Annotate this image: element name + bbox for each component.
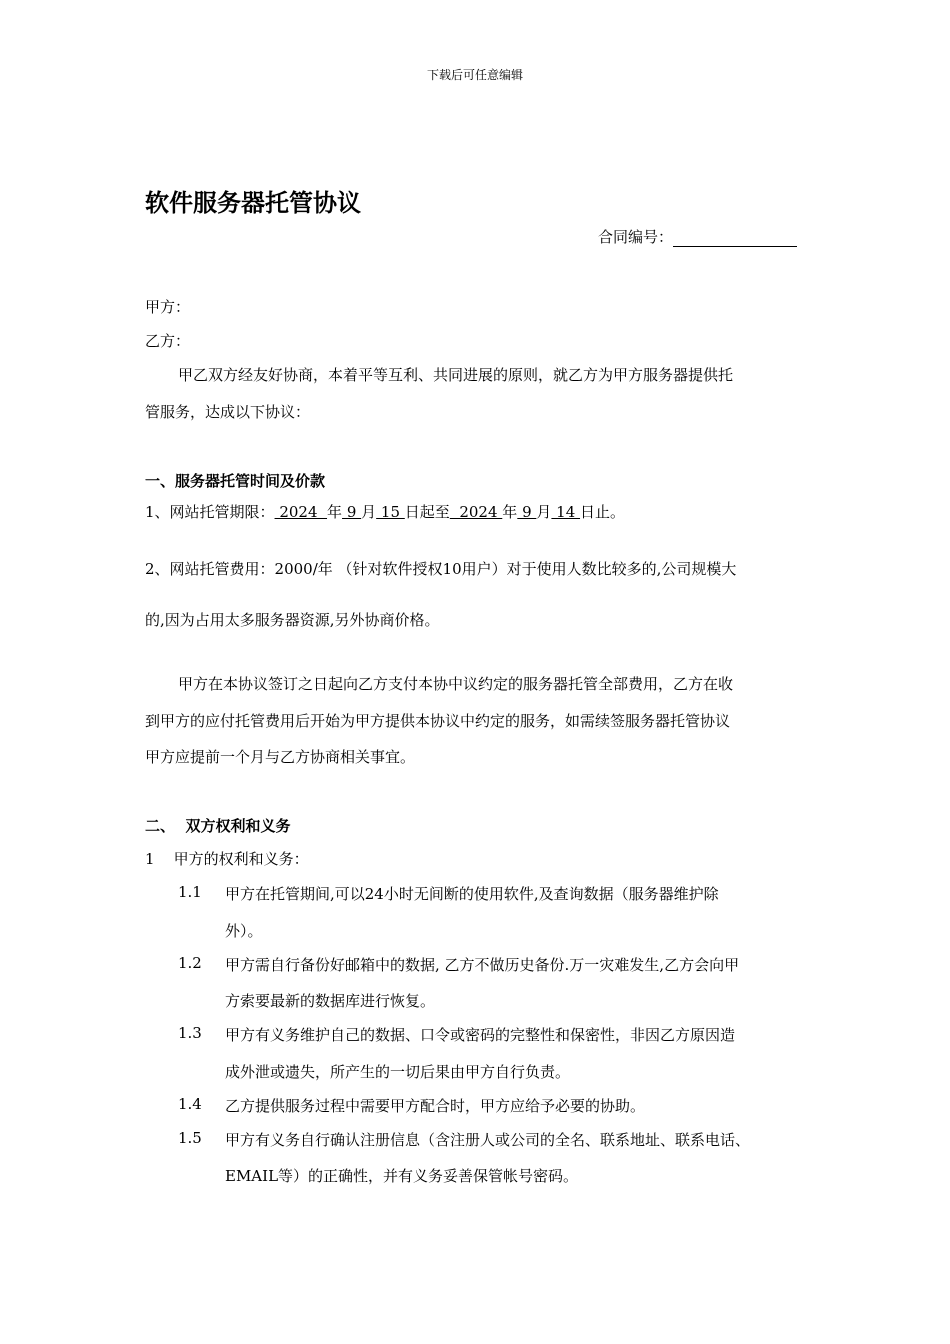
payment-line: 甲方在本协议签订之日起向乙方支付本协中议约定的服务器托管全部费用，乙方在收 [178,675,734,693]
term-year-label: 年 [327,503,343,521]
term-month-label: 月 [361,503,377,521]
clause-number: 1.1 [178,883,202,901]
intro-line: 管服务，达成以下协议： [145,403,311,421]
term-mid: 日起至 [404,503,450,521]
clause-text: EMAIL等）的正确性，并有义务妥善保管帐号密码。 [225,1167,579,1185]
term-end-year: 2024 [449,503,503,521]
party-b: 乙方： [145,332,191,350]
clause-text: 甲方有义务自行确认注册信息（含注册人或公司的全名、联系地址、联系电话、 [225,1131,751,1149]
clause-text: 成外泄或遗失，所产生的一切后果由甲方自行负责。 [225,1063,571,1081]
clause-number: 1.4 [178,1095,202,1113]
party-a-rights-heading: 1 甲方的权利和义务： [145,850,309,868]
hosting-term [145,501,625,522]
contract-number-blank [673,229,797,247]
term-month-label: 月 [536,503,552,521]
clause-text: 方索要最新的数据库进行恢复。 [225,992,436,1010]
term-start-month: 9 [342,503,362,521]
clause-text: 乙方提供服务过程中需要甲方配合时，甲方应给予必要的协助。 [225,1097,646,1115]
clause-text: 外）。 [225,922,263,940]
term-year-label: 年 [502,503,518,521]
fee-line: 的,因为占用太多服务器资源,另外协商价格。 [145,611,440,629]
fee-line: 2、网站托管费用：2000/年 （针对软件授权10用户）对于使用人数比较多的,公司规模大 [145,560,737,578]
clause-number: 1.3 [178,1024,202,1042]
section-2-title: 二、 双方权利和义务 [145,817,291,835]
clause-text: 甲方有义务维护自己的数据、口令或密码的完整性和保密性，非因乙方原因造 [225,1026,736,1044]
term-suffix: 日止。 [580,503,626,521]
section-1-title: 一、服务器托管时间及价款 [145,472,326,490]
payment-line: 到甲方的应付托管费用后开始为甲方提供本协议中约定的服务，如需续签服务器托管协议 [145,712,731,730]
clause-text: 甲方需自行备份好邮箱中的数据, 乙方不做历史备份.万一灾难发生,乙方会向甲 [225,956,740,974]
term-start-day: 15 [376,503,405,521]
intro-line: 甲乙双方经友好协商，本着平等互利、共同进展的原则，就乙方为甲方服务器提供托 [178,366,734,384]
clause-text: 甲方在托管期间,可以24小时无间断的使用软件,及查询数据（服务器维护除 [225,885,719,903]
document-title: 软件服务器托管协议 [145,189,361,217]
contract-number-label: 合同编号： [598,228,674,246]
clause-number: 1.5 [178,1129,202,1147]
page-header: 下载后可任意编辑 [426,68,523,82]
term-end-month: 9 [517,503,537,521]
term-prefix: 1、网站托管期限： [145,503,275,521]
term-end-day: 14 [551,503,581,521]
party-a: 甲方： [145,298,191,316]
payment-line: 甲方应提前一个月与乙方协商相关事宜。 [145,748,416,766]
clause-number: 1.2 [178,954,202,972]
term-start-year: 2024 [274,503,328,521]
contract-number [598,226,797,247]
